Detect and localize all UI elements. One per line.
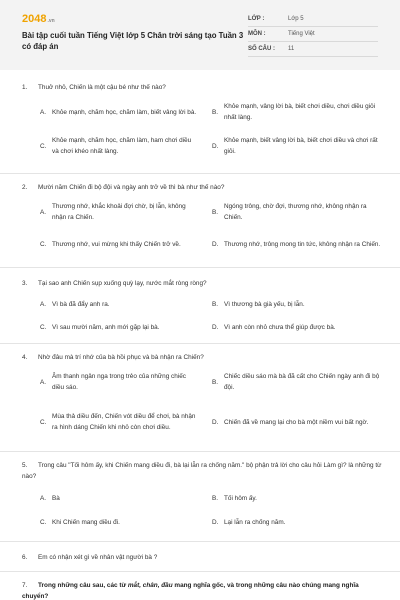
meta-key: MÔN :	[248, 31, 266, 37]
question-4	[0, 344, 400, 452]
meta-row-class	[248, 12, 378, 27]
meta-row-count	[248, 42, 378, 57]
question-text: 5. Trong câu "Tối hôm ấy, khi Chiến mang diều đi, bà lại lẫn ra chống năm." bộ phận trả lời cho câu hỏi Làm gì? là những từ nào?	[22, 462, 382, 480]
worksheet-title: Bài tập cuối tuần Tiếng Việt lớp 5 Chân trời sáng tạo Tuần 3 có đáp án	[22, 31, 244, 51]
option-b[interactable]: B. Tối hôm ấy.	[212, 494, 257, 502]
question-3	[0, 268, 400, 344]
meta-key: SỐ CÂU :	[248, 46, 275, 52]
option-a[interactable]: A. Âm thanh ngân nga trong trẻo của những chiếc diều sáo.	[40, 373, 186, 391]
option-c[interactable]: C. Khỏe mạnh, chăm học, chăm làm, ham chơi diều và chơi khéo nhất làng.	[40, 137, 192, 155]
worksheet-meta	[248, 12, 378, 57]
option-a[interactable]: A. Bà	[40, 494, 60, 502]
meta-value: Lớp 5	[288, 16, 304, 22]
question-text: 1. Thuở nhỏ, Chiến là một cậu bé như thế nào?	[22, 84, 166, 91]
option-a[interactable]: A. Khỏe mạnh, chăm học, chăm làm, biết vâng lời bà.	[40, 108, 197, 116]
option-d[interactable]: D. Khỏe mạnh, biết vâng lời bà, biết chơi diều và chơi rất giỏi.	[212, 137, 378, 155]
meta-value: 11	[288, 46, 295, 52]
option-a[interactable]: A. Thương nhớ, khắc khoải đợi chờ, bị lẫn, không nhận ra Chiến.	[40, 203, 186, 221]
option-c[interactable]: C. Vì sau mười năm, anh mới gặp lại bà.	[40, 323, 160, 331]
question-list	[0, 82, 400, 600]
option-d[interactable]: D. Thương nhớ, trông mong tin tức, không nhận ra Chiến.	[212, 240, 381, 248]
option-b[interactable]: B. Ngóng trông, chờ đợi, thương nhớ, không nhận ra Chiến.	[212, 203, 367, 221]
question-text: 7. Trong những câu sau, các từ mắt, chân, đầu mang nghĩa gốc, và trong những câu nào chúng mang nghĩa chuyển?	[22, 582, 359, 600]
option-c[interactable]: C. Mùa thả diều đến, Chiến vót diều để chơi, bà nhận ra hình dáng Chiến khi nhỏ còn chơi diều.	[40, 413, 196, 431]
option-a[interactable]: A. Vì bà đã đẩy anh ra.	[40, 300, 110, 308]
question-5	[0, 452, 400, 542]
option-d[interactable]: D. Chiến đã về mang lại cho bà một niềm vui bất ngờ.	[212, 418, 369, 426]
question-1	[0, 82, 400, 174]
meta-row-subject	[248, 27, 378, 42]
worksheet-header	[0, 0, 400, 70]
meta-key: LỚP :	[248, 16, 265, 22]
option-c[interactable]: C. Thương nhớ, vui mừng khi thấy Chiến trở về.	[40, 240, 181, 248]
question-7	[0, 572, 400, 600]
question-text: 3. Tại sao anh Chiến sụp xuống quỳ lạy, nước mắt ròng ròng?	[22, 280, 207, 287]
option-b[interactable]: B. Chiếc diều sáo mà bà đã cất cho Chiến ngày anh đi bộ đội.	[212, 373, 380, 391]
question-text: 4. Nhờ đâu mà trí nhớ của bà hồi phục và bà nhận ra Chiến?	[22, 354, 204, 361]
option-d[interactable]: D. Vì anh còn nhỏ chưa thể giúp được bà.	[212, 323, 336, 331]
meta-value: Tiếng Việt	[288, 31, 315, 37]
option-b[interactable]: B. Khỏe mạnh, vâng lời bà, biết chơi diều, chơi diều giỏi nhất làng.	[212, 103, 376, 121]
question-text: 2. Mười năm Chiến đi bộ đội và ngày anh trở về thì bà như thế nào?	[22, 184, 225, 191]
question-6	[0, 542, 400, 572]
option-b[interactable]: B. Vì thương bà già yếu, bị lẫn.	[212, 300, 305, 308]
site-logo[interactable]: 2048.vn	[22, 13, 55, 25]
option-d[interactable]: D. Lại lẫn ra chống năm.	[212, 518, 286, 526]
question-text: 6. Em có nhận xét gì về nhân vật người bà ?	[22, 554, 158, 561]
question-2	[0, 174, 400, 268]
option-c[interactable]: C. Khi Chiến mang diều đi.	[40, 518, 120, 526]
